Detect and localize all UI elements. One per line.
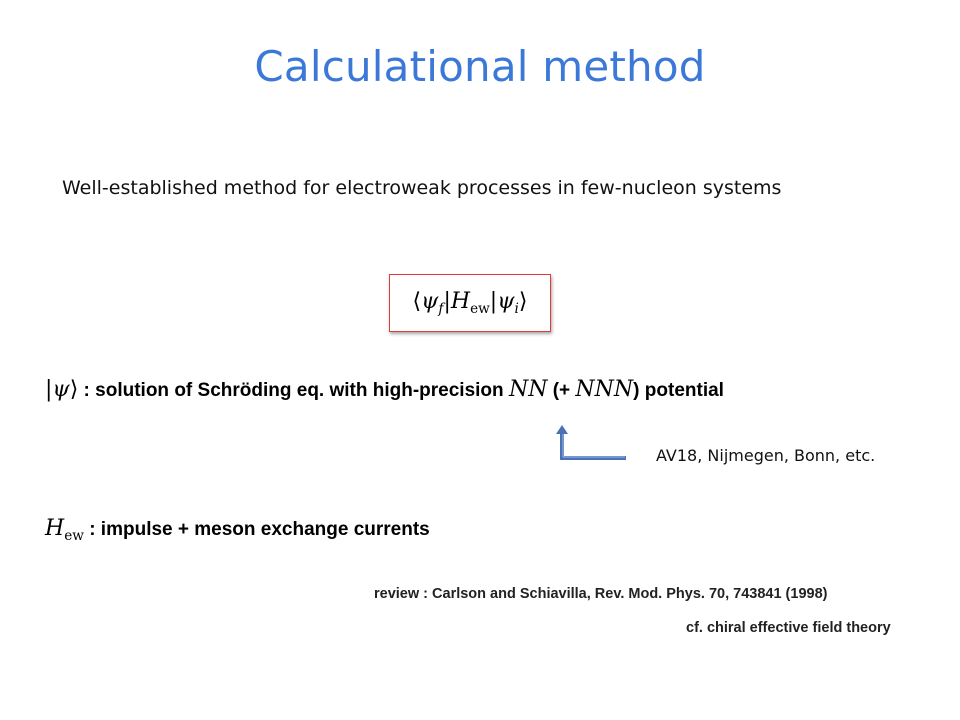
equation-expression: $⟨\psi_f|H_{ew}|\psi_i⟩$	[412, 289, 528, 317]
potentials-note: AV18, Nijmegen, Bonn, etc.	[656, 446, 876, 465]
psi-i-symbol: ψ	[497, 289, 515, 315]
psi-f-symbol: ψ	[421, 289, 439, 315]
hamiltonian-description	[45, 516, 430, 544]
hew-symbol: $H_{ew}$	[45, 516, 84, 544]
review-reference: review : Carlson and Schiavilla, Rev. Mod. Phys. 70, 743841 (1998)	[374, 586, 828, 602]
matrix-element-equation	[389, 274, 551, 332]
pointer-arrow-icon	[556, 424, 628, 464]
psi-text-after: ) potential	[633, 380, 724, 401]
wavefunction-description	[45, 377, 724, 402]
slide-subtitle: Well-established method for electroweak processes in few-nucleon systems	[62, 177, 782, 199]
psi-text-before: : solution of Schröding eq. with high-precision	[78, 380, 509, 401]
nn-symbol: NN	[508, 377, 548, 402]
nnn-symbol: NNN	[575, 377, 634, 402]
chiral-eft-note: cf. chiral effective field theory	[686, 620, 891, 636]
h-subscript-ew: ew	[470, 300, 490, 317]
h-symbol: H	[450, 289, 471, 315]
psi-i-subscript: i	[514, 300, 519, 317]
slide-title: Calculational method	[254, 42, 706, 91]
psi-plus-open: (+	[547, 380, 576, 401]
ket-psi: |ψ⟩	[45, 377, 79, 402]
hew-text: : impulse + meson exchange currents	[83, 519, 430, 540]
psi-f-subscript: f	[438, 300, 444, 317]
